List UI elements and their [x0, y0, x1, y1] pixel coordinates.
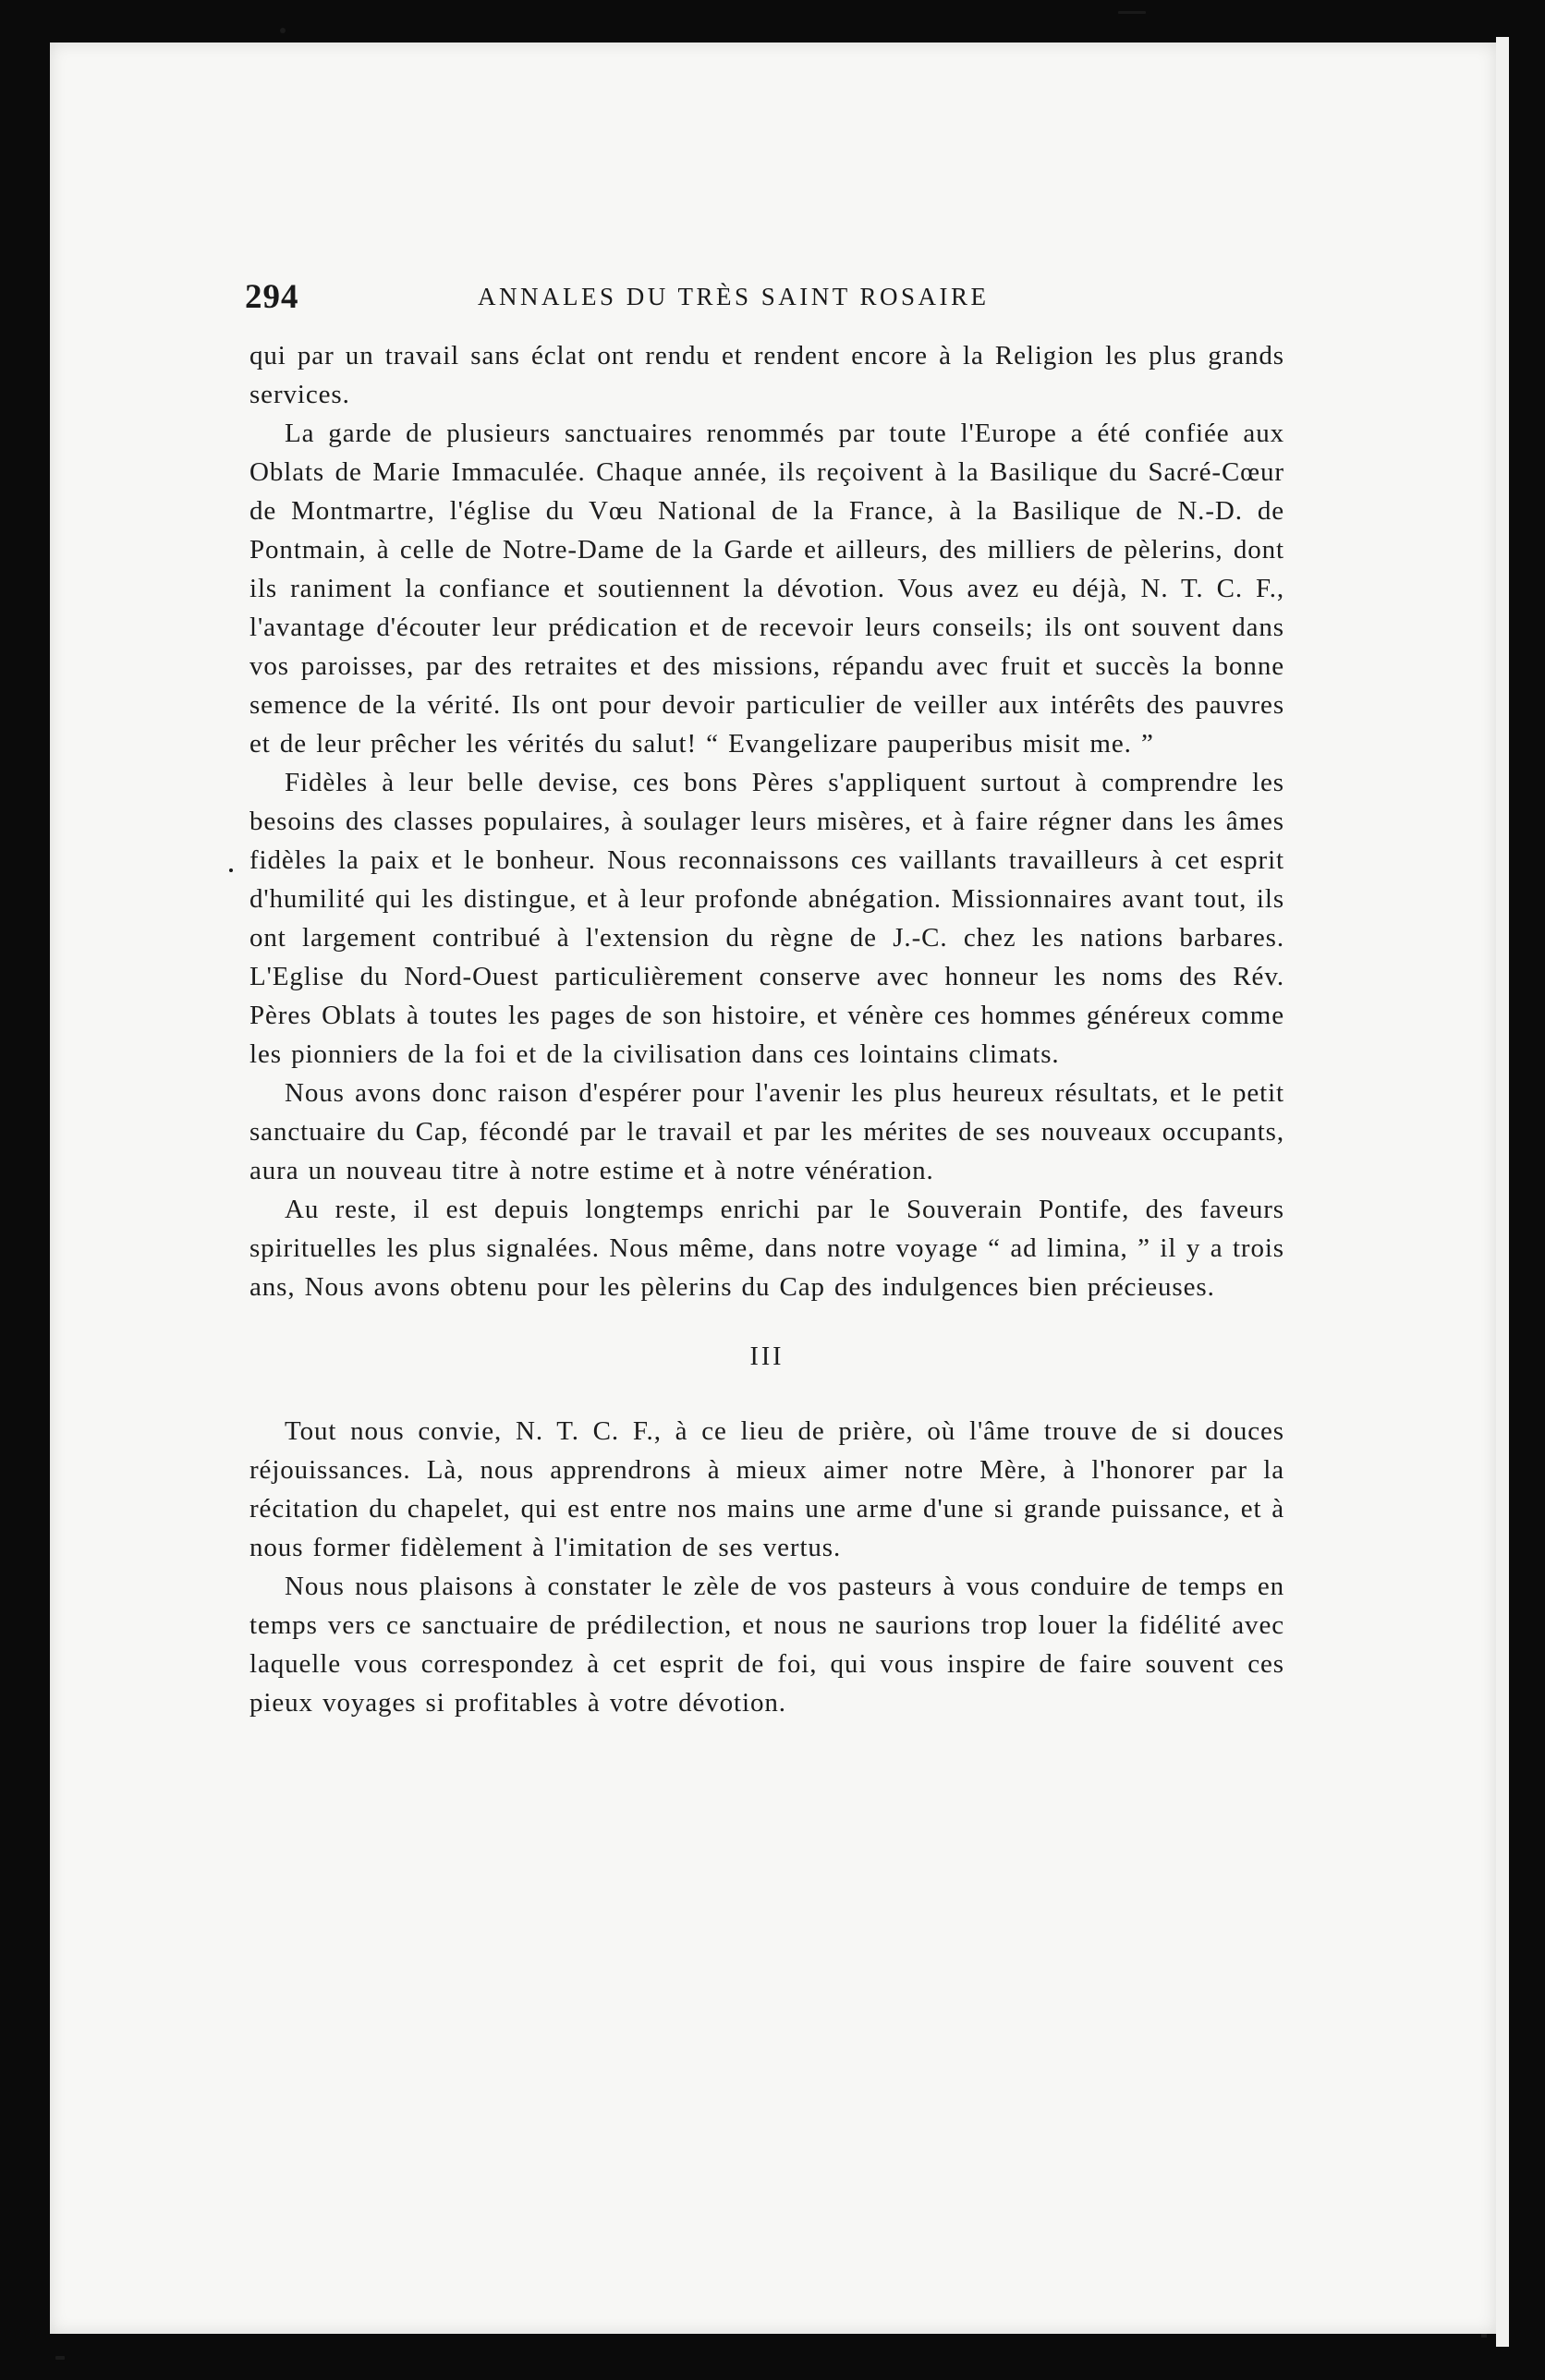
paragraph-oblats-sanctuaries: La garde de plusieurs sanctuaires renommés par toute l'Europe a été confiée aux Oblats de Marie Immaculée. Chaque année, ils reçoivent à la Basilique du Sacré-Cœur de Montmartre, l'église du Vœu National de la France, à la Basilique de N.-D. de Pontmain, à celle de Notre-Dame de la Garde et ailleurs, des milliers de pèlerins, dont ils raniment la confiance et soutiennent la dévotion. Vous avez eu déjà, N. T. C. F., l'avantage d'écouter leur prédication et de recevoir leurs conseils; ils ont souvent dans vos paroisses, par des retraites et des missions, répandu avec fruit et succès la bonne semence de la vérité. Ils ont pour devoir particulier de veiller aux intérêts des pauvres et de leur prêcher les vérités du salut! “ Evangelizare pauperibus misit me. ”	[249, 419, 1284, 759]
adjacent-page-edge	[1496, 37, 1509, 2347]
running-title: ANNALES DU TRÈS SAINT ROSAIRE	[478, 283, 990, 310]
paragraph-avenir: Nous avons donc raison d'espérer pour l'avenir les plus heureux résultats, et le petit sanctuaire du Cap, fécondé par le travail et par les mérites de ses nouveaux occupants, aura un nouveau titre à notre estime et à notre vénération.	[249, 1078, 1284, 1185]
page-number: 294	[245, 278, 299, 316]
section-heading: III	[749, 1342, 785, 1371]
body-text	[249, 336, 1284, 1722]
paragraph-continuation: qui par un travail sans éclat ont rendu et rendent encore à la Religion les plus grands services.	[249, 341, 1284, 409]
running-header	[245, 277, 1095, 314]
paragraph-priere: Tout nous convie, N. T. C. F., à ce lieu de prière, où l'âme trouve de si douces réjouissances. Là, nous apprendrons à mieux aimer notre Mère, à l'honorer par la récitation du chapelet, qui est entre nos mains une arme d'une si grande puissance, et à nous former fidèlement à l'imitation de ses vertus.	[249, 1416, 1284, 1562]
paragraph-fideles: Fidèles à leur belle devise, ces bons Pères s'appliquent surtout à comprendre les besoins des classes populaires, à soulager leurs misères, et à faire régner dans les âmes fidèles la paix et le bonheur. Nous reconnaissons ces vaillants travailleurs à cet esprit d'humilité qui les distingue, et à leur profonde abnégation. Missionnaires avant tout, ils ont largement contribué à l'extension du règne de J.-C. chez les nations barbares. L'Eglise du Nord-Ouest particulièrement conserve avec honneur les noms des Rév. Pères Oblats à toutes les pages de son histoire, et vénère ces hommes généreux comme les pionniers de la foi et de la civilisation dans ces lointains climats.	[249, 768, 1284, 1069]
paragraph-indulgences: Au reste, il est depuis longtemps enrichi par le Souverain Pontife, des faveurs spirituelles les plus signalées. Nous même, dans notre voyage “ ad limina, ” il y a trois ans, Nous avons obtenu pour les pèlerins du Cap des indulgences bien précieuses.	[249, 1195, 1284, 1302]
paragraph-pasteurs: Nous nous plaisons à constater le zèle de vos pasteurs à vous conduire de temps en temps vers ce sanctuaire de prédilection, et nous ne saurions trop louer la fidélité avec laquelle vous correspondez à cet esprit de foi, qui vous inspire de faire souvent ces pieux voyages si profitables à votre dévotion.	[249, 1572, 1284, 1718]
